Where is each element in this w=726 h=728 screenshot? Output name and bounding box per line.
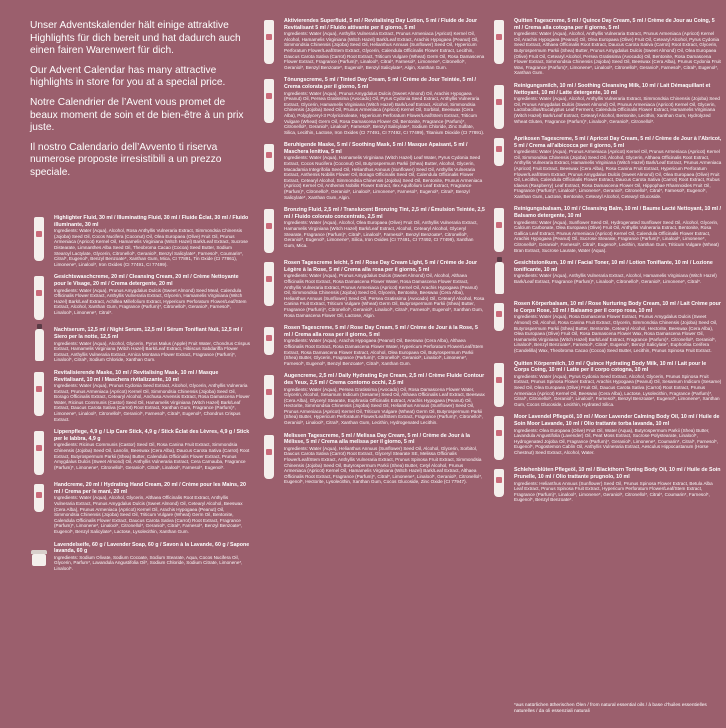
product-entry — [30, 429, 250, 475]
product-ingredients: Ingredients: Sodium Olivate, Sodium Cocoate, Sodium Stearate, Aqua, Cocos Nucifera Oil, Glycerin, Parfum*, Lavandula Angustifolia Oil*, Sodium Chloride, Sodium Citrate, Limonene*, Linalool*. — [54, 554, 243, 571]
product-text — [514, 361, 722, 408]
product-entry — [490, 18, 722, 76]
product-entry — [490, 260, 722, 294]
product-ingredients: Ingredients: Helianthus Annuus (Sunflower) Seed Oil, Prunus Spinosa Flower Extract, Betula Alba Leaf Extract, Prunus Spinosa Fruit Extract, Hypericum Perforatum Flower/Leaf/Stem Extract, Fragrance (Parfum)*, Linalool*, Limonene*, Geraniol*, Citronellol*, Citral*, Coumarin*, Farnesol*, Eugenol*, Benzyl Benzoate*. — [514, 480, 713, 503]
product-title: Bronzing Fluid, 2,5 ml / Translucent Bronzing Tint, 2,5 ml / Émulsion Teintée, 2,5 ml / Fluido colorato concentrato, 2,5 ml — [284, 207, 485, 220]
product-title: Reinigungsmilch, 10 ml / Soothing Cleansing Milk, 10 ml / Lait Démaquillant et Nettoyant, 10 ml / Latte detergente, 10 ml — [514, 82, 711, 96]
product-ingredients: Ingredients: Ricinus Communis (Castor) Seed Oil, Rosa Canina Fruit Extract, Simmondsia Chinensis (Jojoba) Seed Oil, Lanolin, Beeswax (Cera Alba), Daucus Carota Sativa (Carrot) Root Extract, Butyrospermum Parkii (Shea) Butter, Calendula Officinalis Flower Extract, Prunus Amygdalus Dulcis (Sweet Almond) Oil, Anthyllis Vulneraria Extract, Cera Carnauba, Fragrance (Parfum)*, Limonene*, Citronellol*, Geraniol*, Citral*, Linalool*, Farnesol*, Eugenol*. — [54, 442, 250, 470]
product-title: Schlehenblüten Pflegeöl, 10 ml / Blackthorn Toning Body Oil, 10 ml / Huile de Soin Prunelle, 10 ml / Olio trattante prugnolo, 10 ml — [514, 467, 721, 480]
product-ingredients: Ingredients: Water (Aqua), Alcohol, Glycerin, Althaea Officinalis Root Extract, Anthyllis Vulneraria Extract, Prunus Amygdalus Dulcis (Sweet Almond) Oil, Cetearyl Alcohol, Beeswax (Cera Alba), Prunus Armeniaca (Apricot) Kernel Oil, Arachis Hypogaea (Peanut) Oil, Simmondsia Chinensis (Jojoba) Seed Oil, Triticum Vulgare (Wheat) Germ Oil, Bentonite, Calendula Officinalis Flower Extract, Daucus Carota Sativa (Carrot) Root Extract, Fragrance (Parfum)*, Limonene*, Linalool*, Citronellol*, Geraniol*, Citral*, Farnesol*, Benzyl Benzoate*, Eugenol*, Benzyl Salicylate*, Lactose, Lysolecithin, Xanthan Gum. — [54, 495, 243, 534]
product-image — [260, 325, 278, 366]
product-ingredients: Ingredients: Water (Aqua), Alcohol, Rosa Anthyllis Vulneraria Extract, Simmondsia Chinensis (Jojoba) Seed Oil, Cocos Nucifera (Coconut) Oil, Olea Europaea (Olive) Fruit Oil, Prunus Armeniaca (Apricot) Kernel Oil, Hamamelis Virginiana (Witch Hazel) Bark/Leaf Extract, Sucrose Distearate, Limnanthes Alba Seed Oil, Theobroma Cacao (Cocoa) Seed Butter, Sodium Stearoyl Lactylate, Glycerin, Citronellol*, Geraniol*, Benzyl Salicylate*, Farnesol*, Coumarin*, Citral*, Eugenol*, Benzyl Benzoate*, Xanthan Gum, Mica, CI 77891, Tin Oxide (CI 77861), Limonene*, Linalool*, Iron Oxides (CI 77491, CI 77499). — [54, 228, 248, 267]
product-ingredients: Ingredients: Water (Aqua), Persea Gratissima (Avocado) Oil, Rosa Damascena Flower Water, Glycerin, Alcohol, Sesamum Indicum (Sesame) Seed Oil, Althaea Officinalis Leaf Extract, Beeswax (Cera Alba), Glyceryl Stearate, Euphrasia Officinalis Extract, Arachis Hypogaea (Peanut) Oil, Hectorite, Simmondsia Chinensis (Jojoba) Seed Oil, Helianthus Annuus (Sunflower) Seed Oil, Prunus Armeniaca (Apricot) Kernel Oil, Triticum Vulgare (Wheat) Germ Oil, Butyrospermum Parkii (Shea) Butter, Hypericum Perforatum Flower/Leaf/Stem Extract, Fragrance (Parfum)*, Citronellol*, Geraniol*, Linalool*, Citral*, Xanthan Gum, Lecithin, Hydrogenated Lecithin. — [284, 386, 485, 426]
tube-icon — [494, 208, 504, 252]
tube-icon — [34, 372, 44, 416]
product-image — [260, 77, 278, 135]
product-text — [54, 327, 250, 363]
product-ingredients: Ingredients: Water (Aqua), Alcohol, Glycerin, Pyrus Malus (Apple) Fruit Water, Chondrus Crispus Extract, Hamamelis Virginiana (Witch Hazel) Bark/Leaf Extract, Hibiscus Sabdariffa Flower Extract, Anthyllis Vulneraria Extract, Arnica Montana Flower Extract, Fragrance (Parfum)*, Linalool*, Citral*, Sodium Chloride, Xanthan Gum. — [54, 340, 250, 363]
tube-icon — [494, 363, 504, 407]
product-ingredients: Ingredients: Water (Aqua), Prunus Amygdalus Dulcis (Sweet Almond) Oil, Arachis Hypogaea (Peanut) Oil, Persea Gratissima (Avocado) Oil, Pyrus Cydonia Seed Extract, Anthyllis Vulneraria Extract, Glycerin, Hamamelis Virginiana (Witch Hazel) Bark/Leaf Extract, Alcohol, Simmondsia Chinensis (Jojoba) Seed Oil, Prunus Armeniaca (Apricot) Kernel Oil, Sorbitol, Beeswax (Cera Alba), Polyglyceryl-3 Polyricinoleate, Hypericum Perforatum Flower/Leaf/Stem Extract, Triticum Vulgare (Wheat) Germ Oil, Rosa Damascena Flower Oil, Bentonite, Fragrance (Parfum)*, Citronellol*, Geraniol*, Linalool*, Farnesol*, Benzyl Salicylate*, Sodium Chloride, Zinc Sulfate, Silica, Lecithin, Lactose, Iron Oxides (CI 77491, CI 77492, CI 77499), Titanium Dioxide (CI 77891). — [284, 90, 485, 135]
product-ingredients: Ingredients: Water (Aqua), Alcohol, Olea Europaea (Olive) Fruit Oil, Anthyllis Vulneraria Extract, Hamamelis Virginiana (Witch Hazel) Bark/Leaf Extract, Alcohol, Cetearyl Alcohol, Glyceryl Stearate, Fragrance (Parfum)*, Citral*, Linalool*, Farnesol*, Benzyl Benzoate*, Citronellol*, Geraniol*, Eugenol*, Limonene*, Silica, Iron Oxides (CI 77491, CI 77492, CI 77499), Xanthan Gum, Mica. — [284, 220, 478, 248]
footnote: *aus natürlichen ätherischen Ölen / from natural essential oils / à base d’huiles essentielles naturelles / da oli essenziali naturali — [514, 703, 707, 714]
product-image — [260, 142, 278, 200]
product-text — [284, 325, 485, 366]
product-title: Revitalisierende Maske, 10 ml / Revitalising Mask, 10 ml / Masque Revitalisant, 10 ml / Maschera rivitalizzante, 10 ml — [54, 369, 219, 383]
product-image — [260, 18, 278, 70]
tube-icon — [264, 79, 274, 123]
product-image — [260, 260, 278, 318]
product-image — [490, 301, 508, 353]
product-entry — [260, 142, 485, 200]
product-image — [490, 260, 508, 294]
product-image — [490, 361, 508, 408]
product-ingredients: Ingredients: Water (Aqua), Pyrus Cydonia Seed Extract, Alcohol, Glycerin, Prunus Spinosa Fruit Extract, Prunus Spinosa Flower Extract, Arachis Hypogaea (Peanut) Oil, Sesamum Indicum (Sesame) Seed Oil, Olea Europaea (Olive) Fruit Oil, Daucus Carota Sativa (Carrot) Root Extract, Prunus Armeniaca (Apricot) Kernel Oil, Beeswax (Cera Alba), Lactose, Lysolecithin, Fragrance (Parfum)*, Citral*, Citronellol*, Geraniol*, Linalool*, Farnesol*, Benzyl Benzoate*, Eugenol*, Limonene*, Xanthan Gum, Cocos Glucoside, Lecithin, Hydrated Silica. — [514, 373, 722, 407]
product-image — [260, 207, 278, 253]
product-text — [54, 482, 250, 534]
product-entry — [260, 18, 485, 70]
product-image — [30, 542, 48, 572]
tube-icon — [494, 303, 504, 331]
tube-icon — [264, 435, 274, 479]
tube-icon — [264, 209, 274, 253]
product-title: Aktivierendes Superfluid, 5 ml / Revitalising Day Lotion, 5 ml / Fluide de Jour Revitalisant 5 ml / Fluido attivante per il giorno, 5 ml — [284, 18, 478, 31]
product-text — [284, 142, 485, 200]
product-image — [490, 136, 508, 200]
product-entry — [490, 414, 722, 460]
tube-icon — [494, 469, 504, 497]
product-title: Rosen Tagescreme, 5 ml / Rose Day Cream, 5 ml / Crème de Jour à la Rose, 5 ml / Crema alla rosa per il giorno, 5 ml — [284, 325, 478, 338]
product-title: Quitten Körpermilch, 10 ml / Quince Hydrating Body Milk, 10 ml / Lait pour le Corps Coing, 10 ml / Latte per il corpo cotogna, 10 ml — [514, 360, 707, 374]
intro-french: Notre Calendrier de l’Avent vous promet de beaux moment de soin et de bien-être à un prix juste. — [30, 96, 244, 134]
product-image — [30, 327, 48, 363]
product-title: Lavendelseife, 60 g / Lavender Soap, 60 g / Savon à la Lavande, 60 g / Sapone lavanda, 60 g — [54, 541, 250, 555]
intro-german: Unser Adventskalender hält einige attraktive Highlights für dich bereit und hat dadurch auch einen fairen Warenwert für dich. — [30, 20, 241, 57]
product-ingredients: Ingredients: Water (Aqua), Anthyllis Vulneraria Extract, Prunus Armeniaca (Apricot) Kernel Oil, Alcohol, Hamamelis Virginiana (Witch Hazel) Bark/Leaf Extract, Arachis Hypogaea (Peanut) Oil, Simmondsia Chinensis (Jojoba) Seed Oil, Helianthus Annuus (Sunflower) Seed Oil, Hypericum Perforatum Flower/Leaf/Stem Extract, Glycerin, Calendula Officinalis Flower Extract, Lecithin, Daucus Carota Sativa (Carrot) Root Extract, Triticum Vulgare (Wheat) Germ Oil, Rosa Damascena Flower Extract, Fragrance (Parfum)*, Linalool*, Citral*, Farnesol*, Limonene*, Citronellol*, Geraniol*, Benzyl Benzoate*, Eugenol*, Benzyl Salicylate*, Algin, Xanthan Gum. — [284, 31, 485, 70]
product-entry — [30, 370, 250, 422]
product-text — [54, 215, 250, 267]
product-text — [54, 370, 250, 422]
product-entry — [260, 207, 485, 253]
product-image — [260, 373, 278, 425]
product-text — [284, 260, 485, 318]
product-text — [284, 207, 485, 253]
tube-icon — [34, 484, 44, 512]
product-ingredients: Ingredients: Water (Aqua), Alcohol, Anthyllis Vulneraria Extract, Prunus Armeniaca (Apricot) Kernel Oil, Arachis Hypogaea (Peanut) Oil, Olea Europaea (Olive) Fruit Oil, Cetearyl Alcohol, Pyrus Cydonia Seed Extract, Althaea Officinalis Root Extract, Daucus Carota Sativa (Carrot) Root Extract, Glycerin, Butyrospermum Parkii (Shea) Butter, Prunus Amygdalus Dulcis (Sweet Almond) Oil, Olea Europaea (Olive) Fruit Oil, Cetearyl Alcohol, Persea Gratissima (Avocado) Oil, Bentonite, Rosa Damascena Flower Extract, Simmondsia Chinensis (Jojoba) Seed Oil, Beeswax (Cera Alba), Prunus Cydonia Fruit Wax, Fragrance (Parfum)*, Limonene*, Linalool*, Citronellol*, Geraniol*, Farnesol*, Citral*, Eugenol*, Xanthan Gum. — [514, 31, 721, 76]
tube-icon — [494, 138, 504, 166]
product-text — [284, 77, 485, 135]
intro-english: Our Advent Calendar has many attractive highlights in store for you at a special price. — [30, 64, 226, 89]
product-image — [260, 433, 278, 485]
middle-column — [260, 18, 485, 492]
product-ingredients: Ingredients: Water (Aqua), Helianthus Annuus (Sunflower) Seed Oil, Alcohol, Glycerin, Sorbitol, Daucus Carota Sativa (Carrot) Root Extract, Glyceryl Stearate SE, Melissa Officinalis Flower/Leaf/Stem Extract, Anthyllis Vulneraria Extract, Prunus Spinosa Fruit Extract, Simmondsia Chinensis (Jojoba) Seed Oil, Butyrospermum Parkii (Shea) Butter, Cetyl Alcohol, Prunus Armeniaca (Apricot) Kernel Oil, Hamamelis Virginiana (Witch Hazel) Bark/Leaf Extract, Althaea Officinalis Root Extract, Fragrance (Parfum)*, Citral*, Limonene*, Linalool*, Geraniol*, Citronellol*, Eugenol*, Hectorite, Lysolecithin, Xanthan Gum, Cocos Glucoside, Zinc Oxide (CI 77947). — [284, 445, 483, 485]
product-entry — [30, 274, 250, 320]
product-image — [30, 482, 48, 534]
bottle-icon — [495, 262, 504, 294]
product-ingredients: Ingredients: Water (Aqua), Sunflower Seed Oil, Hydrogenated Sunflower Seed Oil, Alcohol, Glycerin, Calcium Carbonate, Olea Europaea (Olive) Fruit Oil, Anthyllis Vulneraria Extract, Bentonite, Rosa Gallica Leaf Extract, Prunus Armeniaca (Apricot) Kernel Oil, Calendula Officinalis Flower Extract, Arachis Hypogaea (Peanut) Oil, Sucrose Stearate, Fragrance (Parfum)*, Linalool*, Limonene*, Citronellol*, Geraniol*, Farnesol*, Citral*, Eugenol*, Lecithin, Xanthan Gum, Triticum Vulgare (Wheat) Bran Extract, Sucrose Laurate, Water (Aqua). — [514, 219, 719, 253]
right-column — [490, 18, 722, 510]
tube-icon — [34, 217, 44, 261]
tube-icon — [264, 262, 274, 306]
product-title: Aprikosen Tagescreme, 5 ml / Apricot Day Cream, 5 ml / Crème de Jour à l’Abricot, 5 ml / Crema all’albicocca per il giorno, 5 ml — [514, 135, 722, 149]
product-image — [490, 206, 508, 253]
product-ingredients: Ingredients: Water (Aqua), Prunus Amygdalus Dulcis (Sweet Almond) Oil, Alcohol, Althaea Officinalis Root Extract, Rosa Damascena Flower Water, Rosa Damascena Flower Extract, Anthyllis Vulneraria Extract, Prunus Armeniaca (Apricot) Kernel Oil, Arachis Hypogaea (Peanut) Oil, Simmondsia Chinensis (Jojoba) Seed Oil, Glycerin, Bentonite, Beeswax (Cera Alba), Helianthus Annuus (Sunflower) Seed Oil, Persea Gratissima (Avocado) Oil, Cetearyl Alcohol, Rosa Canina Fruit Extract, Triticum Vulgare (Wheat) Germ Oil, Butyrospermum Parkii (Shea) Butter, Fragrance (Parfum)*, Citronellol*, Geraniol*, Linalool*, Citral*, Farnesol*, Eugenol*, Xanthan Gum, Rosa Damascena Flower Oil, Lactose, Algin. — [284, 273, 485, 318]
product-entry — [30, 542, 250, 572]
product-image — [490, 18, 508, 76]
product-image — [30, 274, 48, 320]
product-image — [30, 215, 48, 267]
product-image — [30, 429, 48, 475]
product-title: Handcreme, 20 ml / Hydrating Hand Cream, 20 ml / Crème pour les Mains, 20 ml / Crema per le mani, 20 ml — [54, 482, 246, 495]
product-image — [490, 83, 508, 129]
product-ingredients: Ingredients: Water (Aqua), Rosa Damascena Flower Extract, Prunus Amygdalus Dulcis (Sweet Almond) Oil, Alcohol, Rosa Canina Fruit Extract, Glycerin, Simmondsia Chinensis (Jojoba) Seed Oil, Butyrospermum Parkii (Shea) Butter, Bentonite, Cetearyl Alcohol, Hectorite, Beeswax (Cera Alba), Olea Europaea (Olive) Fruit Oil, Rosa Damascena Flower Wax, Rosa Damascena Flower Oil, Hamamelis Virginiana (Witch Hazel) Bark/Leaf Extract, Fragrance (Parfum)*, Citronellol*, Geraniol*, Linalool*, Benzyl Benzoate*, Farnesol*, Citral*, Eugenol*, Benzyl Salicylate*, Euphorbia Cerifera (Candelilla) Wax, Theobroma Cacao (Cocoa) Seed Butter, Lecithin, Prunus Spinosa Fruit Extract. — [514, 314, 718, 353]
product-ingredients: Ingredients: Water (Aqua), Hamamelis Virginiana (Witch Hazel) Leaf Water, Pyrus Cydonia Seed Extract, Cocos Nucifera (Coconut) Oil, Butyrospermum Parkii (Shea) Butter, Alcohol, Glycerin, Macadamia Integrifolia Seed Oil, Helianthus Annuus (Sunflower) Seed Oil, Anthyllis Vulneraria Extract, Anthemis Nobilis Flower Oil, Borago Officinalis Seed Oil, Calendula Officinalis Flower Extract, Cetearyl Alcohol, Simmondsia Chinensis (Jojoba) Seed Oil, Bentonite, Prunus Armeniaca (Apricot) Kernel Oil, Anthemis Nobilis Flower Extract, Ilex Aquifolium Leaf Extract, Fragrance (Parfum)*, Citronellol*, Geraniol*, Linalool*, Limonene*, Farnesol*, Eugenol*, Citral*, Benzyl Salicylate*, Xanthan Gum, Algin. — [284, 155, 483, 200]
product-image — [490, 467, 508, 503]
product-text — [514, 414, 722, 460]
intro-text — [30, 20, 250, 187]
product-text — [284, 373, 485, 425]
product-ingredients: Ingredients: Water (Aqua), Prunus Armeniaca (Apricot) Kernel Oil, Prunus Armeniaca (Apricot) Kernel Oil, Simmondsia Chinensis (Jojoba) Seed Oil, Alcohol, Glycerin, Althaea Officinalis Root Extract, Anthyllis Vulneraria Extract, Hamamelis Virginiana (Witch Hazel) Bark/Leaf Extract, Prunus Armeniaca (Apricot) Fruit Extract, Beeswax (Cera Alba), Rosa Canina Fruit Extract, Hypericum Perforatum Flower/Leaf/Stem Extract, Prunus Amygdalus Dulcis (Sweet Almond) Oil, Olea Europaea (Olive) Fruit Oil, Lecithin, Calendula Officinalis Flower Extract, Daucus Carota Sativa (Carrot) Root Extract, Rubus Idaeus (Raspberry) Leaf Extract, Rosa Damascena Flower Oil, Hippophae Rhamnoides Fruit Oil, Fragrance (Parfum)*, Linalool*, Limonene*, Geraniol*, Citronellol*, Citral*, Farnesol*, Eugenol*, Xanthan Gum, Lactose, Bentonite, Cetearyl Alcohol, Cetearyl Glucoside. — [514, 149, 722, 199]
product-title: Beruhigende Maske, 5 ml / Soothing Mask, 5 ml / Masque Apaisant, 5 ml / Maschera lenitiva, 5 ml — [284, 142, 468, 155]
product-entry — [490, 83, 722, 129]
product-entry — [260, 260, 485, 318]
tube-icon — [494, 416, 504, 460]
product-ingredients: Ingredients: Water (Aqua), Prunus Amygdalus Dulcis (Sweet Almond) Seed Meal, Calendula Officinalis Flower Extract, Anthyllis Vulneraria Extract, Glycerin, Hamamelis Virginiana (Witch Hazel) Bark/Leaf Extract, Achillea Millefolium Extract, Hypericum Perforatum Flower/Leaf/Stem Extract, Alcohol, Xanthan Gum, Fragrance (Parfum)*, Citronellol*, Geraniol*, Farnesol*, Linalool*, Limonene*, Citral*. — [54, 287, 247, 315]
product-image — [30, 370, 48, 422]
product-ingredients: Ingredients: Water (Aqua), Arachis Hypogaea (Peanut) Oil, Beeswax (Cera Alba), Althaea Officinalis Root Extract, Rosa Damascena Flower Water, Hypericum Perforatum Flower/Leaf/Stem Extract, Rosa Damascena Flower Extract, Alcohol, Olea Europaea Oil, Butyrospermum Parkii (Shea) Butter, Glycerin, Fragrance (Parfum)*, Citronellol*, Geraniol*, Linalool*, Limonene*, Farnesol*, Eugenol*, Benzyl Benzoate*, Citral*, Xanthan Gum. — [284, 338, 484, 366]
tube-icon — [264, 144, 274, 172]
intro-italian: Il nostro Calendario dell’Avvento ti riserva numerose proposte irresistibili a un prezzo speciale. — [30, 141, 222, 178]
product-title: Nachtserum, 12,5 ml / Night Serum, 12,5 ml / Sérum Tonifiant Nuit, 12,5 ml / Siero per la notte, 12,5 ml — [54, 327, 243, 340]
product-ingredients: Ingredients: Olea Europaea (Olive) Fruit Oil, Water (Aqua), Butyrospermum Parkii (Shea) Butter, Lavandula Angustifolia (Lavender) Oil, Peat Moss Extract, Sucrose Polystearate, Linalool*, Hydrogenated Jojoba Oil, Fragrance (Parfum)*, Geraniol*, Limonene*, Coumarin*, Citral*, Farnesol*, Eugenol*, Pogostemon Cablin Oil, Anthyllis Vulneraria Extract, Aesculus Hippocastanum (Horse Chestnut) Seed Extract, Alcohol, Water. — [514, 427, 719, 455]
product-entry — [30, 482, 250, 534]
product-text — [54, 274, 250, 320]
tube-icon — [34, 276, 44, 320]
product-entry — [490, 361, 722, 408]
product-title: Rosen Tagescreme leicht, 5 ml / Rose Day Cream Light, 5 ml / Crème de Jour Légère à la Rose, 5 ml / Crema alla rosa per il giorno, 5 ml — [284, 260, 478, 273]
product-text — [284, 433, 485, 485]
tube-icon — [264, 375, 274, 419]
product-image — [490, 414, 508, 460]
product-entry — [490, 467, 722, 503]
product-title: Augencreme, 2,5 ml / Daily Hydrating Eye Cream, 2,5 ml / Crème Fluide Contour des Yeux, 2,5 ml / Crema contorno occhi, 2,5 ml — [284, 373, 485, 386]
tube-icon — [34, 431, 44, 475]
product-entry — [260, 325, 485, 366]
bottle-icon — [35, 329, 44, 361]
jar-icon — [32, 554, 46, 566]
tube-icon — [494, 20, 504, 64]
product-entry — [490, 206, 722, 253]
product-text — [514, 301, 722, 353]
product-title: Lippenpflege, 4,9 g / Lip Care Stick, 4,9 g / Stick Éclat des Lèvres, 4,9 g / Stick per le labbra, 4,9 g — [54, 429, 250, 442]
product-entry — [490, 136, 722, 200]
product-ingredients: Ingredients: Water (Aqua), Alcohol, Anthyllis Vulneraria Extract, Simmondsia Chinensis (Jojoba) Seed Oil, Prunus Amygdalus Dulcis (Sweet Almond) Oil, Prunus Armeniaca (Apricot) Kernel Oil, Glycerin, Lactobacillus/Eucalyptus Leaf Ferment, Calendula Officinalis Flower Extract, Hamamelis Virginiana (Witch Hazel) Bark/Leaf Extract, Cetearyl Alcohol, Bentonite, Lecithin, Xanthan Gum, Hydrolyzed Wheat Gluten, Fragrance (Parfum)*, Linalool*, Geraniol*, Citronellol*. — [514, 96, 720, 124]
product-entry — [260, 433, 485, 485]
product-text — [284, 18, 485, 70]
product-ingredients: Ingredients: Water (Aqua), Prunus Cydonia Seed Extract, Alcohol, Glycerin, Anthyllis Vulneraria Extract, Prunus Armeniaca (Apricot) Kernel Oil, Simmondsia Chinensis (Jojoba) Seed Oil, Borago Officinalis Extract, Cetearyl Alcohol, Anchusa Arvensis Extract, Rosa Damascena Flower Water, Ricinus Communis (Castor) Seed Oil, Hamamelis Virginiana (Witch Hazel) Bark/Leaf Extract, Daucus Carota Sativa (Carrot) Root Extract, Xanthan Gum, Fragrance (Parfum)*, Limonene*, Linalool*, Citronellol*, Geraniol*, Farnesol*, Citral*, Eugenol*, Chondrus Crispus Extract. — [54, 383, 250, 422]
product-ingredients: Ingredients: Water (Aqua), Anthyllis Vulneraria Extract, Alcohol, Hamamelis Virginiana (Witch Hazel) Bark/Leaf Extract, Fragrance (Parfum)*, Linalool*, Citronellol*, Geraniol*, Limonene*, Citral*. — [514, 273, 717, 284]
product-title: Tönungscreme, 5 ml / Tinted Day Cream, 5 ml / Crème de Jour Teintée, 5 ml / Crema colorata per il giorno, 5 ml — [284, 77, 477, 90]
product-title: Gesichtswaschcreme, 20 ml / Cleansing Cream, 20 ml / Crème Nettoyante pour le Visage, 20 ml / Crema detergente, 20 ml — [54, 274, 239, 287]
product-title: Moor Lavendel Pflegeöl, 10 ml / Moor Lavender Calming Body Oil, 10 ml / Huile de Soin Moor Lavande, 10 ml / Olio trattante torba lavanda, 10 ml — [514, 414, 720, 427]
left-column — [30, 215, 250, 579]
tube-icon — [494, 85, 504, 129]
product-text — [514, 260, 722, 294]
product-text — [514, 83, 722, 129]
product-title: Highlighter Fluid, 30 ml / Illuminating Fluid, 30 ml / Fluide Éclat, 30 ml / Fluido illuminante, 30 ml — [54, 215, 249, 228]
product-title: Melissen Tagescreme, 5 ml / Melissa Day Cream, 5 ml / Crème de Jour à la Mélisse, 5 ml / Crema alla melissa per il giorno, 5 ml — [284, 432, 470, 446]
product-text — [514, 467, 722, 503]
tube-icon — [264, 327, 274, 355]
product-entry — [260, 77, 485, 135]
product-entry — [490, 301, 722, 353]
product-title: Quitten Tagescreme, 5 ml / Quince Day Cream, 5 ml / Crème de Jour au Coing, 5 ml / Crema alla cotogna per il giorno, 5 ml — [514, 18, 715, 31]
product-entry — [260, 373, 485, 425]
product-title: Reinigungsbalsam, 10 ml / Cleansing Balm, 10 ml / Baume Lacté Nettoyant, 10 ml / Balsamo detergente, 10 ml — [514, 206, 721, 220]
product-entry — [30, 215, 250, 267]
product-text — [514, 136, 722, 200]
product-text — [54, 542, 250, 572]
product-text — [514, 18, 722, 76]
product-text — [54, 429, 250, 475]
tube-icon — [264, 20, 274, 64]
product-entry — [30, 327, 250, 363]
product-title: Rosen Körperbalsam, 10 ml / Rose Nurturing Body Cream, 10 ml / Lait Crème pour le Corps Rose, 10 ml / Balsamo per il corpo rosa, 10 ml — [514, 301, 721, 314]
product-text — [514, 206, 722, 253]
product-title: Gesichtstonikum, 10 ml / Facial Toner, 10 ml / Lotion Tonifiante, 10 ml / Lozione tonificante, 10 ml — [514, 260, 713, 273]
